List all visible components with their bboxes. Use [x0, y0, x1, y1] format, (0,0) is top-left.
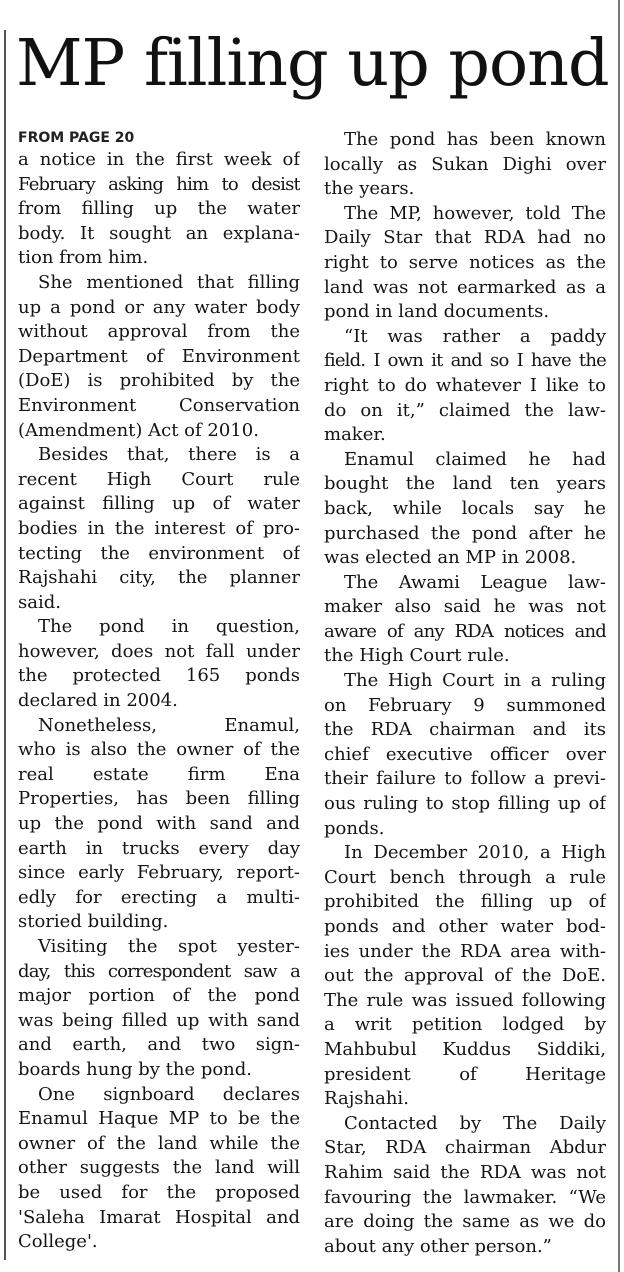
text-line: the RDA chairman and its	[324, 719, 606, 741]
text-line: ies under the RDA area with-	[324, 940, 606, 962]
text-line: real estate firm Ena	[18, 763, 300, 785]
text-line: ous ruling to stop filling up of	[324, 793, 606, 815]
article-column-left	[18, 128, 300, 1255]
text-line: locally as Sukan Dighi over	[324, 153, 606, 175]
text-line: Department of Environment	[18, 345, 300, 367]
text-line: Rajshahi city, the planner	[18, 567, 300, 589]
text-line: bodies in the interest of pro-	[18, 517, 300, 539]
text-line: storied building.	[18, 911, 169, 933]
text-line: Court bench through a rule	[324, 866, 606, 888]
text-line: 'Saleha Imarat Hospital and	[18, 1206, 300, 1228]
text-line: purchased the pond after he	[324, 522, 606, 544]
text-line: day, this correspondent saw a	[18, 960, 300, 982]
text-line: (Amendment) Act of 2010.	[18, 419, 259, 441]
column-rule-left	[4, 30, 6, 1260]
text-line: favouring the lawmaker. “We	[324, 1186, 606, 1208]
text-line: a writ petition lodged by	[324, 1014, 606, 1036]
text-line: Properties, has been filling	[18, 788, 300, 810]
text-line: body. It sought an explana-	[18, 222, 300, 244]
text-line: earth in trucks every day	[18, 837, 300, 859]
text-line: Star, RDA chairman Abdur	[324, 1137, 606, 1159]
text-line: bought the land ten years	[324, 473, 606, 495]
column-rule-right	[618, 0, 620, 1272]
text-line: maker.	[324, 424, 386, 446]
text-line: however, does not fall under	[18, 640, 300, 662]
text-line: major portion of the pond	[18, 985, 300, 1007]
text-line: She mentioned that filling	[38, 271, 300, 293]
text-line: The Awami League law-	[344, 571, 606, 593]
text-line: do on it,” claimed the law-	[324, 399, 606, 421]
text-line: Nonetheless, Enamul,	[38, 714, 300, 736]
text-line: “It was rather a paddy	[344, 325, 606, 347]
text-line: back, while locals say he	[324, 497, 606, 519]
text-line: Besides that, there is a	[38, 444, 300, 466]
text-line: said.	[18, 591, 61, 613]
column-body-left	[18, 148, 300, 1255]
text-line: boards hung by the pond.	[18, 1058, 253, 1080]
text-line: Environment Conservation	[18, 394, 300, 416]
text-line: (DoE) is prohibited by the	[18, 370, 300, 392]
text-line: prohibited the filling up of	[324, 891, 606, 913]
text-line: Contacted by The Daily	[344, 1112, 606, 1134]
text-line: The pond in question,	[38, 616, 300, 638]
text-line: other suggests the land will	[18, 1157, 300, 1179]
text-line: the years.	[324, 178, 415, 200]
text-line: recent High Court rule	[18, 468, 300, 490]
text-line: right to serve notices as the	[324, 251, 606, 273]
text-line: on February 9 summoned	[324, 694, 606, 716]
text-line: from filling up the water	[18, 198, 300, 220]
text-line: Enamul Haque MP to be the	[18, 1108, 300, 1130]
text-line: declared in 2004.	[18, 690, 178, 712]
text-line: The pond has been known	[344, 129, 606, 150]
text-line: against filling up of water	[18, 493, 300, 515]
text-line: the High Court rule.	[324, 645, 510, 667]
jump-line: FROM PAGE 20	[18, 130, 135, 146]
text-line: was elected an MP in 2008.	[324, 547, 577, 569]
text-line: right to do whatever I like to	[324, 374, 606, 396]
text-line: Enamul claimed he had	[344, 448, 606, 470]
text-line: Visiting the spot yester-	[38, 936, 300, 957]
text-line: be used for the proposed	[18, 1181, 300, 1203]
text-line: was being filled up with sand	[18, 1009, 300, 1031]
text-line: a notice in the first week of	[18, 149, 300, 170]
text-line: The High Court in a ruling	[344, 670, 606, 692]
text-line: pond in land documents.	[324, 301, 550, 323]
text-line: Mahbubul Kuddus Siddiki,	[324, 1038, 606, 1060]
text-line: land was not earmarked as a	[324, 276, 606, 298]
text-line: owner of the land while the	[18, 1132, 300, 1154]
text-line: about any other person.”	[324, 1235, 552, 1257]
text-line: One signboard declares	[38, 1083, 300, 1105]
text-line: edly for erecting a multi-	[18, 886, 300, 908]
text-line: out the approval of the DoE.	[324, 965, 606, 987]
headline: MP filling up pond	[16, 26, 609, 101]
text-line: The rule was issued following	[324, 989, 606, 1011]
text-line: aware of any RDA notices and	[324, 620, 606, 642]
text-line: College'.	[18, 1231, 98, 1253]
text-line: president of Heritage	[324, 1063, 606, 1085]
text-line: since early February, report-	[18, 862, 300, 884]
text-line: ponds.	[324, 817, 385, 839]
text-line: and earth, and two sign-	[18, 1034, 300, 1056]
text-line: up a pond or any water body	[18, 296, 300, 318]
text-line: chief executive officer over	[324, 743, 606, 765]
text-line: their failure to follow a previ-	[324, 768, 606, 790]
text-line: The MP, however, told The	[344, 202, 606, 224]
text-line: without approval from the	[18, 321, 300, 343]
text-line: February asking him to desist	[18, 173, 300, 195]
text-line: Rajshahi.	[324, 1088, 409, 1110]
text-line: Rahim said the RDA was not	[324, 1161, 606, 1183]
text-line: tecting the environment of	[18, 542, 300, 564]
text-line: In December 2010, a High	[344, 842, 606, 864]
article-column-right	[324, 128, 606, 1259]
text-line: are doing the same as we do	[324, 1211, 606, 1233]
text-line: tion from him.	[18, 247, 149, 269]
text-line: Daily Star that RDA had no	[324, 227, 606, 249]
text-line: who is also the owner of the	[18, 739, 300, 761]
text-line: field. I own it and so I have the	[324, 350, 606, 372]
text-line: the protected 165 ponds	[18, 665, 300, 687]
column-body-right	[324, 128, 606, 1259]
text-line: ponds and other water bod-	[324, 916, 606, 937]
text-line: up the pond with sand and	[18, 813, 300, 835]
text-line: maker also said he was not	[324, 596, 606, 618]
